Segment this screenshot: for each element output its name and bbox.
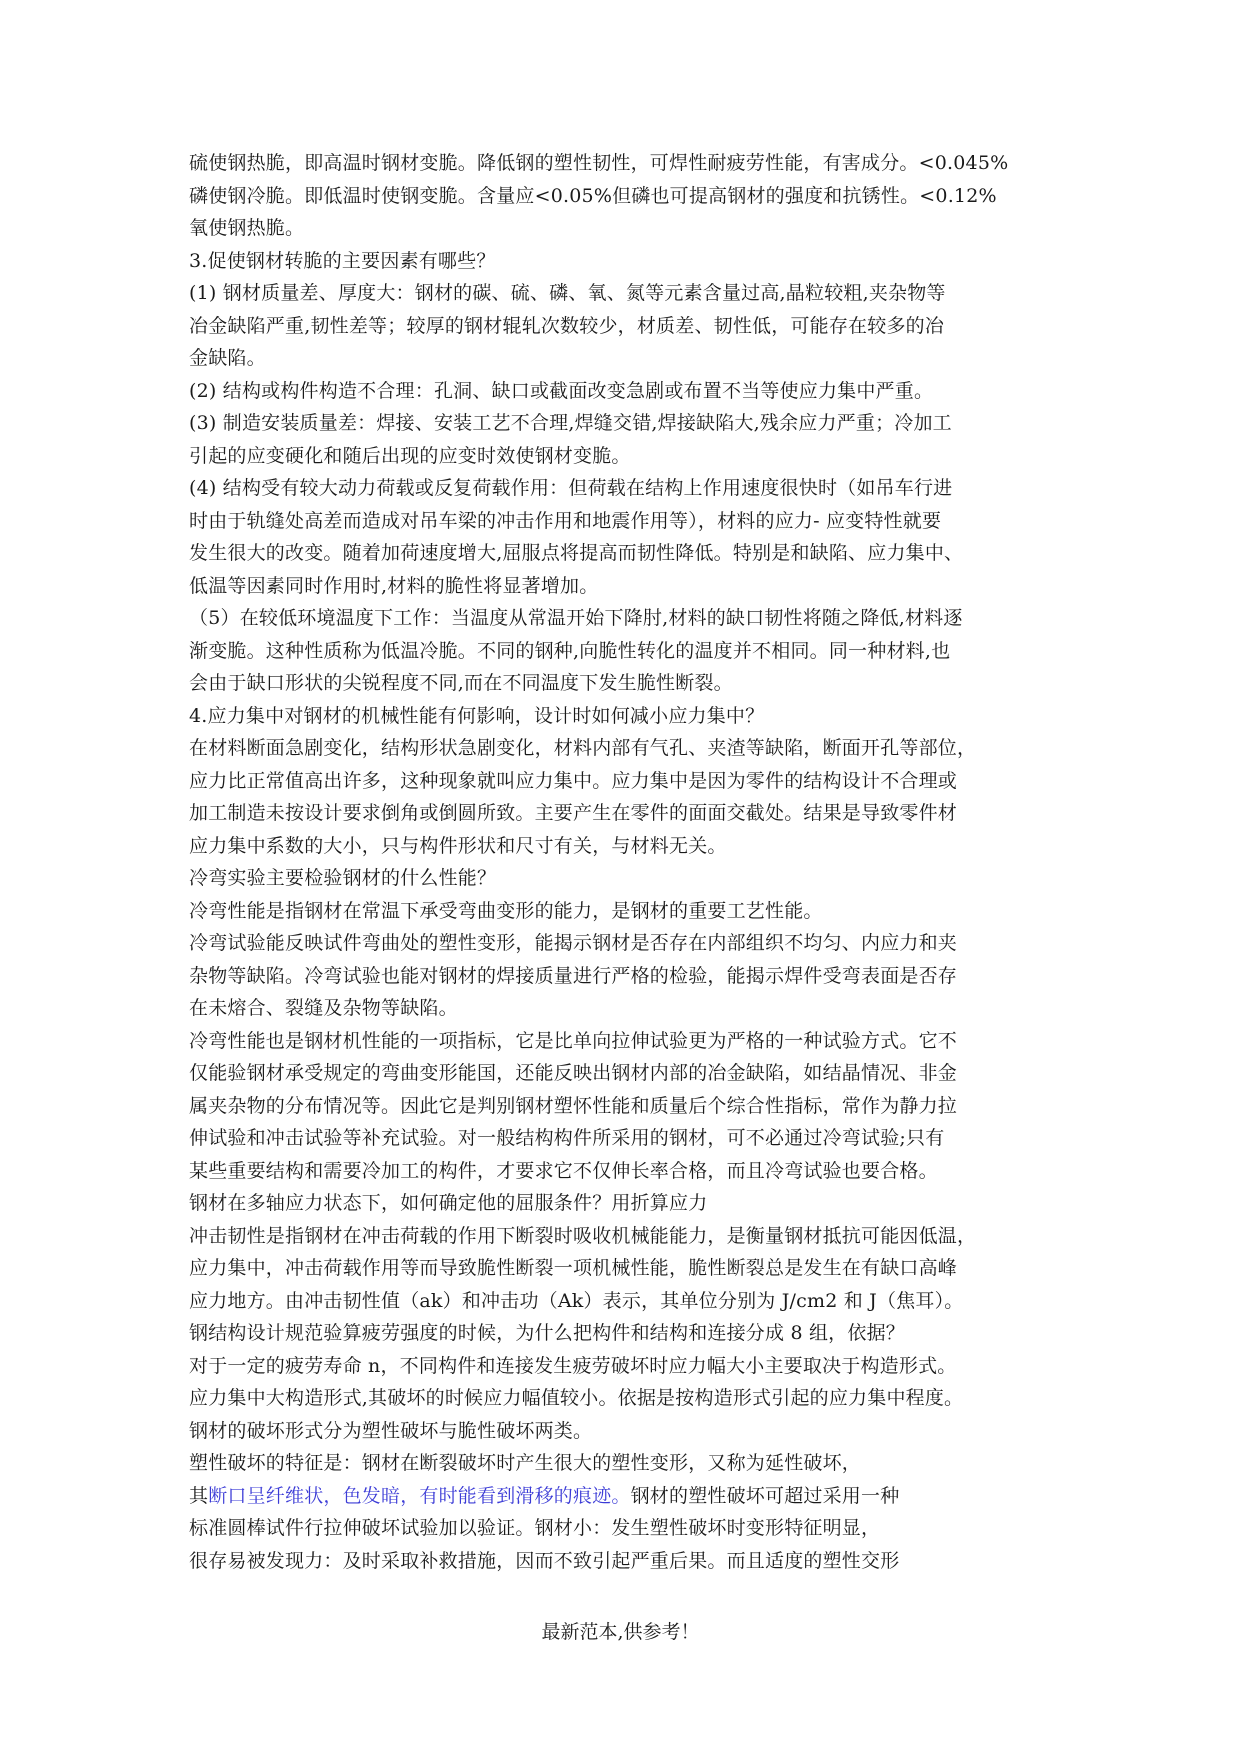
text-line: 冷弯试验能反映试件弯曲处的塑性变形，能揭示钢材是否存在内部组织不均匀、内应力和夹 bbox=[189, 932, 958, 954]
text-line: 引起的应变硬化和随后出现的应变时效使钢材变脆。 bbox=[189, 444, 631, 467]
text-span: 其 bbox=[189, 1484, 209, 1507]
highlighted-text: 断口呈纤维状，色发暗，有时能看到滑移的痕迹。 bbox=[208, 1484, 631, 1507]
mixed-text-line bbox=[189, 1480, 1069, 1513]
question-heading: 钢结构设计规范验算疲劳强度的时候，为什么把构件和结构和连接分成 8 组，依据？ bbox=[189, 1322, 905, 1344]
text-line: 冷弯性能是指钢材在常温下承受弯曲变形的能力，是钢材的重要工艺性能。 bbox=[189, 899, 823, 922]
text-line: (2) 结构或构件构造不合理：孔洞、缺口或截面改变急剧或布置不当等使应力集中严重。 bbox=[189, 379, 934, 402]
question-heading: 3.促使钢材转脆的主要因素有哪些？ bbox=[189, 249, 496, 272]
text-line: 加工制造未按设计要求倒角或倒圆所致。主要产生在零件的面面交截处。结果是导致零件材 bbox=[189, 802, 958, 824]
text-line: 低温等因素同时作用时,材料的脆性将显著增加。 bbox=[189, 574, 599, 597]
text-line: 仅能验钢材承受规定的弯曲变形能国，还能反映出钢材内部的冶金缺陷，如结晶情况、非金 bbox=[189, 1062, 958, 1084]
text-line: 应力集中系数的大小，只与构件形状和尺寸有关，与材料无关。 bbox=[189, 834, 727, 857]
text-line: 冲击韧性是指钢材在冲击荷载的作用下断裂时吸收机械能能力，是衡量钢材抵抗可能因低温， bbox=[189, 1224, 977, 1247]
text-line: (4) 结构受有较大动力荷载或反复荷载作用：但荷载在结构上作用速度很快时（如吊车行进 bbox=[189, 477, 953, 499]
question-heading: 4.应力集中对钢材的机械性能有何影响，设计时如何减小应力集中？ bbox=[189, 704, 765, 727]
text-line: 渐变脆。这种性质称为低温冷脆。不同的钢种,向脆性转化的温度并不相同。同一种材料,也 bbox=[189, 639, 951, 662]
text-line: 应力地方。由冲击韧性值（ak）和冲击功（Ak）表示，其单位分别为 J/cm2 和 J（焦耳）。 bbox=[189, 1289, 964, 1312]
text-line: 对于一定的疲劳寿命 n，不同构件和连接发生疲劳破坏时应力幅大小主要取决于构造形式。 bbox=[189, 1354, 957, 1377]
question-heading: 冷弯实验主要检验钢材的什么性能？ bbox=[189, 867, 497, 889]
text-line: 时由于轨缝处高差而造成对吊车梁的冲击作用和地震作用等），材料的应力- 应变特性就要 bbox=[189, 509, 942, 532]
text-span: 钢材的塑性破坏可超过采用一种 bbox=[630, 1484, 900, 1507]
text-line: 杂物等缺陷。冷弯试验也能对钢材的焊接质量进行严格的检验，能揭示焊件受弯表面是否存 bbox=[189, 964, 958, 987]
text-line: 冶金缺陷严重,韧性差等；较厚的钢材辊轧次数较少，材质差、韧性低，可能存在较多的冶 bbox=[189, 314, 945, 337]
text-line: 塑性破坏的特征是：钢材在断裂破坏时产生很大的塑性变形，又称为延性破坏， bbox=[189, 1452, 862, 1474]
body-text bbox=[189, 147, 1069, 1577]
text-line: 硫使钢热脆，即高温时钢材变脆。降低钢的塑性韧性，可焊性耐疲劳性能，有害成分。<0.045% bbox=[189, 152, 1009, 174]
text-line: 发生很大的改变。随着加荷速度增大,屈服点将提高而韧性降低。特别是和缺陷、应力集中、 bbox=[189, 542, 964, 564]
text-line: 在未熔合、裂缝及杂物等缺陷。 bbox=[189, 997, 458, 1019]
text-line: （5）在较低环境温度下工作：当温度从常温开始下降肘,材料的缺口韧性将随之降低,材料逐 bbox=[189, 607, 963, 629]
text-line: 磷使钢冷脆。即低温时使钢变脆。含量应<0.05%但磷也可提高钢材的强度和抗锈性。<0.12% bbox=[189, 184, 997, 207]
text-line: 冷弯性能也是钢材机性能的一项指标，它是比单向拉伸试验更为严格的一种试验方式。它不 bbox=[189, 1029, 958, 1052]
text-line: (3) 制造安装质量差：焊接、安装工艺不合理,焊缝交错,焊接缺陷大,残余应力严重；冷加工 bbox=[189, 412, 952, 434]
text-line: 钢材的破坏形式分为塑性破坏与脆性破坏两类。 bbox=[189, 1419, 593, 1442]
text-line: 氧使钢热脆。 bbox=[189, 217, 305, 239]
text-line: 会由于缺口形状的尖锐程度不同,而在不同温度下发生脆性断裂。 bbox=[189, 672, 733, 694]
text-line: 很存易被发现力：及时采取补救措施，因而不致引起严重后果。而且适度的塑性交形 bbox=[189, 1549, 900, 1572]
text-line: 应力集中大构造形式,其破坏的时候应力幅值较小。依据是按构造形式引起的应力集中程度。 bbox=[189, 1387, 964, 1409]
text-line: 属夹杂物的分布情况等。因此它是判别钢材塑怀性能和质量后个综合性指标，常作为静力拉 bbox=[189, 1094, 958, 1117]
text-line: 伸试验和冲击试验等补充试验。对一般结构构件所采用的钢材，可不必通过冷弯试验;只有 bbox=[189, 1127, 945, 1149]
text-line: 某些重要结构和需要冷加工的构件，才要求它不仅伸长率合格，而且冷弯试验也要合格。 bbox=[189, 1159, 938, 1182]
question-heading: 钢材在多轴应力状态下，如何确定他的屈服条件？用折算应力 bbox=[189, 1192, 708, 1214]
text-line: (1) 钢材质量差、厚度大：钢材的碳、硫、磷、氧、氮等元素含量过高,晶粒较粗,夹杂物等 bbox=[189, 282, 946, 304]
page-footer: 最新范本,供参考！ bbox=[541, 1621, 700, 1643]
text-line: 在材料断面急剧变化，结构形状急剧变化，材料内部有气孔、夹渣等缺陷，断面开孔等部位， bbox=[189, 737, 977, 759]
text-line: 应力集中，冲击荷载作用等而导致脆性断裂一项机械性能，脆性断裂总是发生在有缺口高峰 bbox=[189, 1257, 958, 1279]
text-line: 标准圆棒试件行拉伸破坏试验加以验证。钢材小：发生塑性破坏时变形特征明显， bbox=[189, 1517, 881, 1539]
text-line: 金缺陷。 bbox=[189, 347, 266, 369]
text-line: 应力比正常值高出许多，这种现象就叫应力集中。应力集中是因为零件的结构设计不合理或 bbox=[189, 769, 958, 792]
